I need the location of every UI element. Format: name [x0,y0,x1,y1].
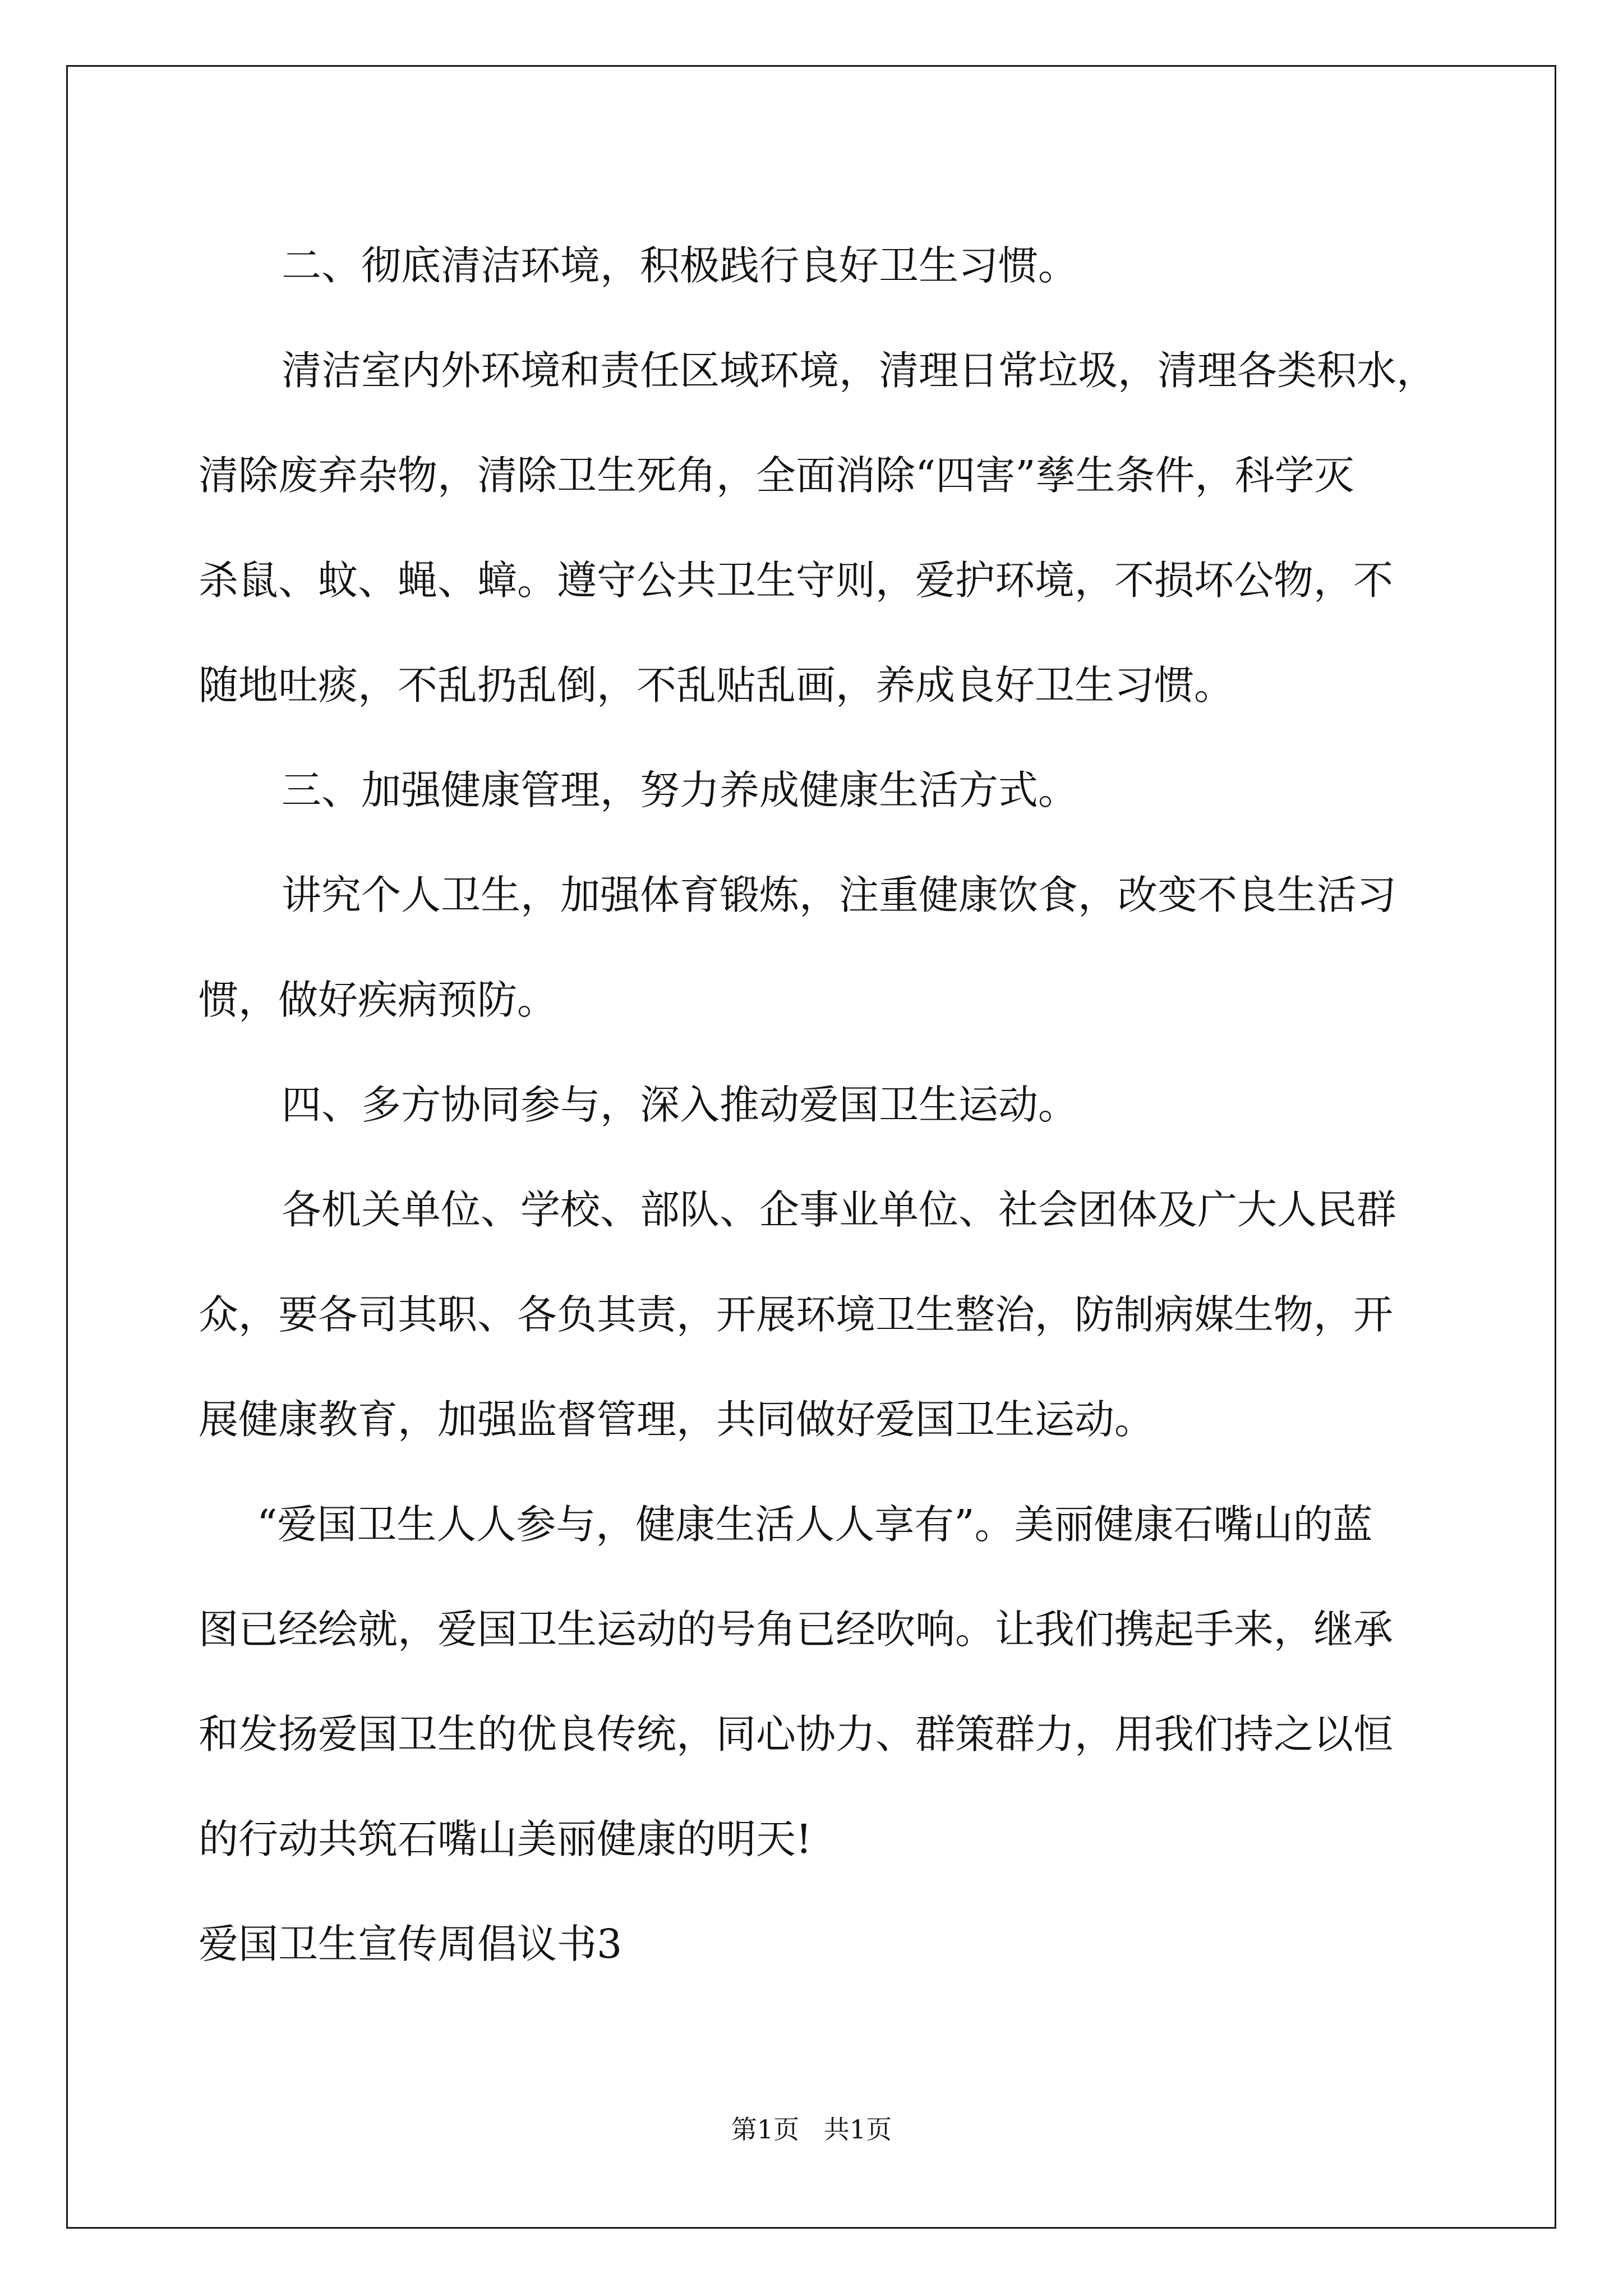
paragraph-line: 惯，做好疾病预防。 [199,977,557,1023]
section-heading-3: 三、加强健康管理，努力养成健康生活方式。 [282,767,1078,813]
paragraph-line: “爱国卫生人人参与，健康生活人人享有”。美丽健康石嘴山的蓝 [257,1501,1373,1548]
paragraph-line: 杀鼠、蚊、蝇、蟑。遵守公共卫生守则，爱护环境，不损坏公物，不 [199,557,1394,604]
document-title: 爱国卫生宣传周倡议书3 [199,1921,623,1967]
paragraph-line: 清洁室内外环境和责任区域环境，清理日常垃圾，清理各类积水， [282,347,1437,394]
section-heading-4: 四、多方协同参与，深入推动爱国卫生运动。 [282,1082,1078,1128]
section-heading-2: 二、彻底清洁环境，积极践行良好卫生习惯。 [282,242,1078,289]
paragraph-line: 图已经绘就，爱国卫生运动的号角已经吹响。让我们携起手来，继承 [199,1606,1394,1653]
paragraph-line: 讲究个人卫生，加强体育锻炼，注重健康饮食，改变不良生活习 [282,872,1397,918]
page-footer: 第1页 共1页 [731,2114,892,2145]
document-body [199,213,1455,1996]
paragraph-line: 各机关单位、学校、部队、企事业单位、社会团体及广大人民群 [282,1186,1397,1233]
paragraph-line: 清除废弃杂物，清除卫生死角，全面消除“四害”孳生条件，科学灭 [199,452,1354,499]
paragraph-line: 的行动共筑石嘴山美丽健康的明天! [199,1816,812,1862]
paragraph-line: 和发扬爱国卫生的优良传统，同心协力、群策群力，用我们持之以恒 [199,1711,1394,1757]
paragraph-line: 随地吐痰，不乱扔乱倒，不乱贴乱画，养成良好卫生习惯。 [199,662,1234,708]
paragraph-line: 众，要各司其职、各负其责，开展环境卫生整治，防制病媒生物，开 [199,1291,1394,1338]
paragraph-line: 展健康教育，加强监督管理，共同做好爱国卫生运动。 [199,1396,1155,1443]
